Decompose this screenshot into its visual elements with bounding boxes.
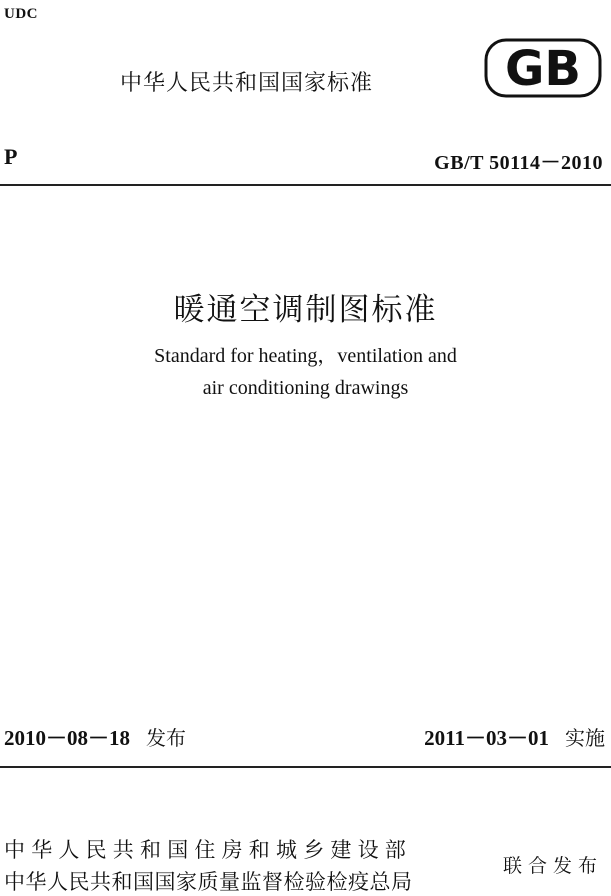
joint-issue-label: 联合发布 (502, 855, 603, 877)
top-divider (0, 184, 611, 186)
issue-date-block (4, 722, 186, 752)
classification-code: P (4, 144, 18, 169)
issuer-aqsiq: 中华人民共和国国家质量监督检验检疫总局 (4, 870, 413, 894)
gb-logo (484, 38, 602, 98)
title-english-line1: Standard for heating，ventilation and (154, 345, 457, 367)
national-standard-heading: 中华人民共和国国家标准 (120, 71, 374, 96)
effective-date: 2011－03－01 (424, 726, 549, 750)
title-english-line2: air conditioning drawings (202, 377, 409, 399)
title-chinese: 暖通空调制图标准 (173, 292, 438, 328)
bottom-divider (0, 766, 611, 768)
issue-date: 2010－08－18 (4, 726, 130, 750)
effective-date-block (424, 722, 605, 752)
issue-label: 发布 (146, 726, 186, 750)
udc-label: UDC (4, 6, 38, 22)
effective-label: 实施 (565, 726, 605, 750)
issuer-ministry: 中华人民共和国住房和城乡建设部 (4, 838, 412, 862)
title-english (0, 340, 611, 404)
gb-logo-text: GB (505, 41, 581, 97)
standard-number: GB/T 50114－2010 (434, 152, 603, 174)
